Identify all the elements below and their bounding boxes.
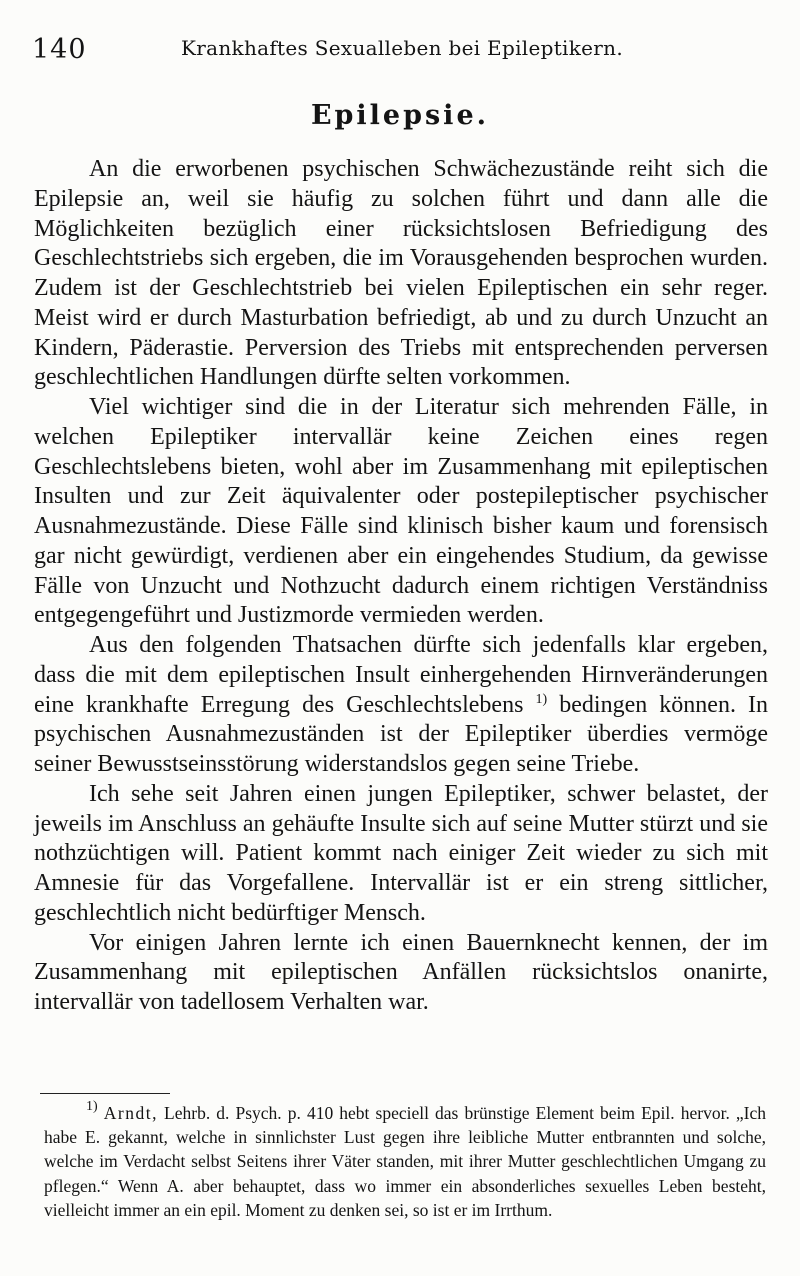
section-title: Epilepsie. bbox=[310, 100, 490, 131]
footnote-text: Lehrb. d. Psych. p. 410 hebt speciell das brünstige Element beim Epil. hervor. „Ich habe E. gekannt, welche in sinnlichster Lust gegen ihre leibliche Mutter entbrannten und solche, welche im Verdacht selbst Seitens ihrer Väter standen, mit ihrer Mutter geschlechtlichen Umgang zu pflegen.“ Wenn A. aber behauptet, dass wo immer ein absonderliches sexuelles Leben besteht, vielleicht immer an ein epil. Moment zu denken sei, so ist er im Irrthum. bbox=[44, 1103, 767, 1220]
page-number: 140 bbox=[32, 34, 87, 65]
paragraph-4: Ich sehe seit Jahren einen jungen Epileptiker, schwer belastet, der jeweils im Anschluss an gehäufte Insulte sich auf seine Mutter stürzt und sie nothzüchtigen will. Patient kommt nach einiger Zeit wieder zu sich mit Amnesie für das Vorgefallene. Intervallär ist er ein streng sittlicher, geschlechtlich nicht bedürftiger Mensch. bbox=[34, 780, 768, 926]
footnote-divider bbox=[40, 1093, 170, 1094]
footnote-author: Arndt, bbox=[103, 1103, 158, 1123]
page-header bbox=[32, 30, 772, 70]
footnote-reference: 1) bbox=[535, 691, 548, 707]
paragraph-3-text-b: bedingen können. In psychischen Ausnahmezuständen ist der Epileptiker überdies vermöge seiner Bewusstseinsstörung widerstandslos gegen seine Triebe. bbox=[34, 691, 768, 777]
paragraph-2: Viel wichtiger sind die in der Literatur sich mehrenden Fälle, in welchen Epileptiker intervallär keine Zeichen eines regen Geschlechtslebens bieten, wohl aber im Zusammenhang mit epileptischen Insulten und zur Zeit äquivalenter oder postepileptischer psychischer Ausnahmezustände. Diese Fälle sind klinisch bisher kaum und forensisch gar nicht gewürdigt, verdienen aber ein eingehendes Studium, da gewisse Fälle von Unzucht und Nothzucht dadurch einem richtigen Verständniss entgegengeführt und Justizmorde vermieden werden. bbox=[34, 394, 768, 629]
paragraph-3-text-a: Aus den folgenden Thatsachen dürfte sich jedenfalls klar ergeben, dass die mit dem epileptischen Insult einhergehenden Hirnveränderungen eine krankhafte Erregung des Geschlechtslebens bbox=[34, 632, 768, 718]
paragraph-5: Vor einigen Jahren lernte ich einen Bauernknecht kennen, der im Zusammenhang mit epileptischen Anfällen rücksichtslos onanirte, intervallär von tadellosem Verhalten war. bbox=[34, 929, 768, 1015]
footnote-marker: 1) bbox=[86, 1099, 98, 1114]
footnote bbox=[44, 1101, 766, 1222]
paragraph-1: An die erworbenen psychischen Schwächezustände reiht sich die Epilepsie an, weil sie häufig zu solchen führt und dann alle die Möglichkeiten bezüglich einer rücksichtslosen Befriedigung des Geschlechtstriebs sich ergeben, die im Vorausgehenden besprochen wurden. Zudem ist der Geschlechtstrieb bei vielen Epileptischen ein sehr reger. Meist wird er durch Masturbation befriedigt, ab und zu durch Unzucht an Kindern, Päderastie. Perversion des Triebs mit entsprechenden perversen geschlechtlichen Handlungen dürfte selten vorkommen. bbox=[34, 156, 768, 391]
paragraph-3 bbox=[34, 631, 768, 780]
running-head: Krankhaftes Sexualleben bei Epileptikern. bbox=[181, 36, 623, 60]
body-text bbox=[34, 155, 768, 1018]
